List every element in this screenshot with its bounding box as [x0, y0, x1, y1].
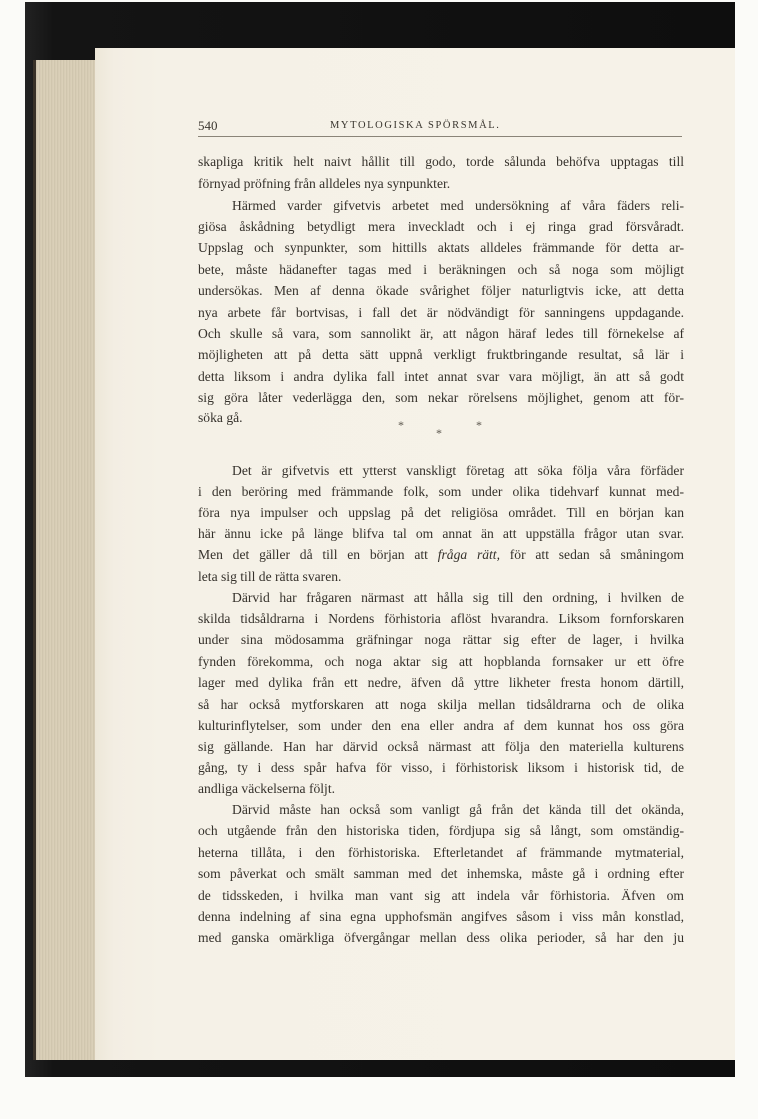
- text-line: under sina mödosamma gräfningar noga rättar sig efter de lager, i hvilka: [198, 632, 684, 647]
- text-line: Och skulle så vara, som sannolikt är, att någon häraf ledes till förnekelse af: [198, 326, 684, 341]
- text-line: sig gällande. Han har därvid också närmast att följa den materiella kulturens: [198, 739, 684, 754]
- text-line: som påverkat och smält samman med det inhemska, måste gå i ordning efter: [198, 866, 684, 881]
- text-line: [198, 545, 684, 565]
- header-rule: [198, 136, 682, 137]
- text-line: sig göra låter vederlägga den, som nekar rörelsens möjlighet, genom att för-: [198, 390, 684, 405]
- page-number: 540: [198, 118, 218, 133]
- text-line: så har också mytforskaren att noga skilja mellan tidsåldrarna och de olika: [198, 697, 684, 712]
- text-line: förnyad pröfning från alldeles nya synpunkter.: [198, 176, 451, 191]
- text-line: och utgående från den historiska tiden, fördjupa sig så långt, som omständig-: [198, 823, 684, 838]
- text-line: föra nya impulser och uppslag på det religiösa området. Till en början kan: [198, 505, 684, 520]
- text-line: denna indelning af sina egna upphofsmän angifves såsom i viss mån konstlad,: [198, 909, 684, 924]
- text-line: skapliga kritik helt naivt hållit till godo, torde sålunda behöfva upptagas till: [198, 154, 684, 169]
- text-line: här ännu icke på länge blifva tal om annat än att uppställa frågor utan svar.: [198, 526, 684, 541]
- text-line: lager med dylika från ett nedre, äfven då yttre likheter fresta honom därtill,: [198, 675, 684, 690]
- emphasis-text: fråga rätt,: [437, 547, 500, 562]
- text-line: Uppslag och synpunkter, som hittills aktats alldeles främmande för detta ar-: [198, 240, 684, 255]
- text-line: Härmed varder gifvetvis arbetet med undersökning af våra fäders reli-: [232, 198, 684, 213]
- text-line: söka gå.: [198, 410, 243, 425]
- text-line: kulturinflytelser, som under den ena eller andra af dem kunnat hos oss göra: [198, 718, 684, 733]
- text-line: heterna tillåta, i den förhistoriska. Efterletandet af främmande mytmaterial,: [198, 845, 684, 860]
- text-line: leta sig till de rätta svaren.: [198, 569, 342, 584]
- text-line: Därvid har frågaren närmast att hålla sig till den ordning, i hvilken de: [232, 590, 684, 605]
- text-line: Det är gifvetvis ett ytterst vanskligt företag att söka följa våra förfäder: [232, 463, 684, 478]
- text-line: skilda tidsåldrarna i Nordens förhistoria aflöst hvarandra. Liksom fornforskaren: [198, 611, 684, 626]
- text-line-prefix: Men det gäller då till en början att: [198, 547, 428, 562]
- separator-star: *: [476, 418, 482, 432]
- text-line: möjligheten att på detta sätt uppnå verkligt fruktbringande resultat, så lär i: [198, 347, 684, 362]
- text-line: andliga väckelserna följt.: [198, 781, 336, 796]
- text-line: fynden förekomma, och noga aktar sig att hopblanda fornsaker ur ett öfre: [198, 654, 684, 669]
- text-line-suffix: för att sedan så småningom: [509, 547, 684, 562]
- text-line: undersökas. Men af denna ökade svårighet följer naturligtvis icke, att detta: [198, 283, 684, 298]
- text-line: de tidsskeden, i hvilka man vant sig att indela vår förhistoria. Äfven om: [198, 888, 684, 903]
- text-line: med ganska omärkliga öfvergångar mellan dess olika perioder, så har den ju: [198, 930, 684, 945]
- text-line: nya arbete får bortvisas, i fall det är nödvändigt för sanningens uppdagande.: [198, 305, 684, 320]
- text-line: Därvid måste han också som vanligt gå från det kända till det okända,: [232, 802, 684, 817]
- running-head: MYTOLOGISKA SPÖRSMÅL.: [330, 120, 501, 131]
- text-line: giösa åskådning betydligt mera inveckladt och i ej ringa grad försvåradt.: [198, 219, 684, 234]
- text-line: bete, måste hädanefter tagas med i beräkningen och så noga som möjligt: [198, 262, 684, 277]
- text-line: i den beröring med främmande folk, som under olika tidehvarf kunnat med-: [198, 484, 684, 499]
- separator-star: *: [398, 418, 404, 432]
- separator-star: *: [436, 426, 442, 440]
- text-line: gång, ty i dess spår hafva för visso, i förhistorisk liksom i historisk tid, de: [198, 760, 684, 775]
- text-line: detta liksom i andra dylika fall intet annat svar vara möjligt, än att så godt: [198, 369, 684, 384]
